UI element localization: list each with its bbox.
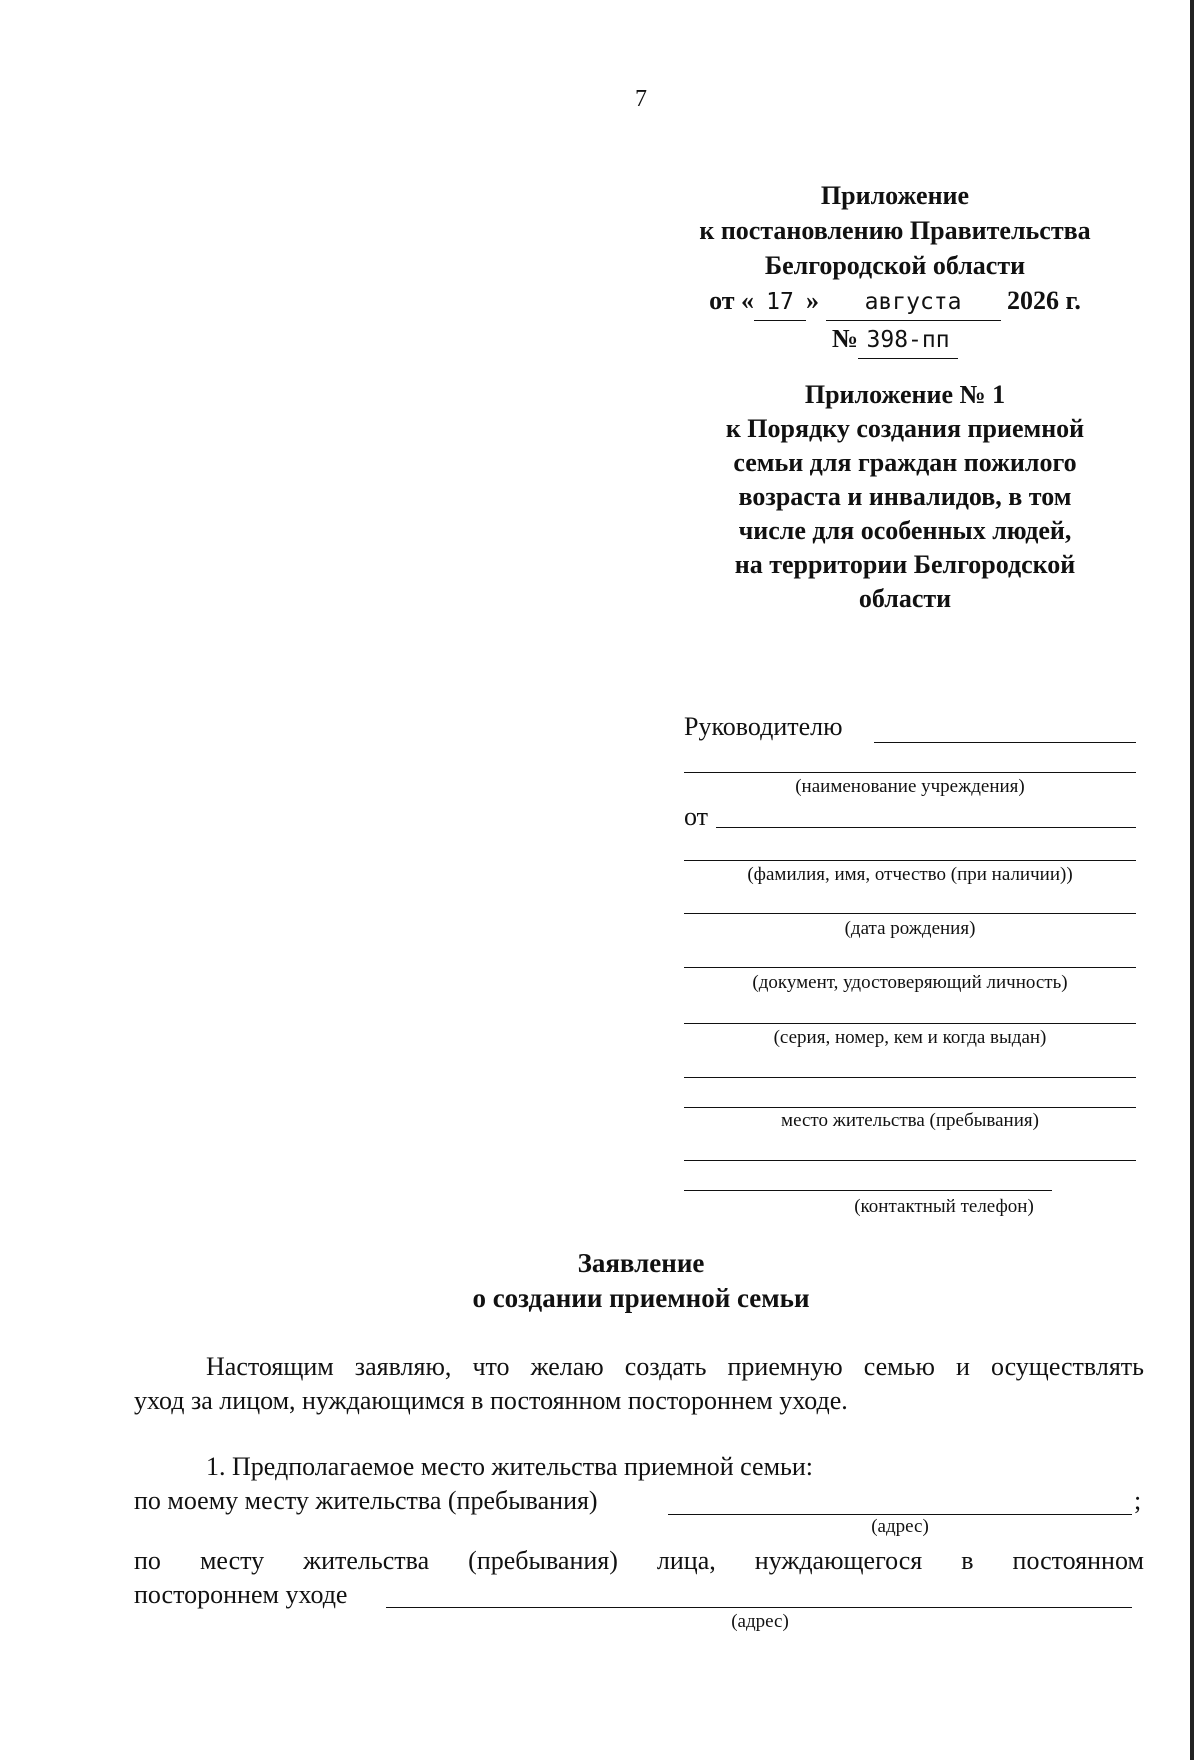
item1-own-label: по моему месту жительства (пребывания)	[134, 1486, 598, 1515]
date-day: 17	[754, 285, 806, 321]
word: постоянном	[1012, 1546, 1144, 1575]
appendix-header-line1: Приложение	[820, 181, 970, 210]
item1-own-end: ;	[1134, 1486, 1142, 1515]
phone-caption: (контактный телефон)	[854, 1196, 1034, 1217]
word: по	[134, 1546, 161, 1575]
word: нуждающегося	[754, 1546, 923, 1575]
statement-title-line1: Заявление	[577, 1248, 705, 1278]
birthdate-line	[684, 913, 1136, 914]
other-address-line	[386, 1607, 1132, 1608]
page-number: 7	[635, 86, 647, 112]
own-address-line	[668, 1514, 1132, 1515]
from-line	[716, 827, 1136, 828]
appendix-one-header	[680, 378, 1130, 616]
item1-other-line1	[134, 1544, 1144, 1578]
own-address-caption: (адрес)	[871, 1516, 929, 1537]
recipient-label: Руководителю	[684, 712, 843, 741]
item1-heading: 1. Предполагаемое место жительства приемной семьи:	[206, 1452, 814, 1481]
statement-title	[0, 1246, 1200, 1316]
statement-intro-line2: уход за лицом, нуждающимся в постоянном постороннем уходе.	[134, 1386, 848, 1415]
date-month: августа	[826, 285, 1001, 321]
fullname-caption: (фамилия, имя, отчество (при наличии))	[747, 864, 1073, 885]
word: (пребывания)	[468, 1546, 618, 1575]
institution-line	[684, 772, 1136, 773]
appendix-one-line: числе для особенных людей,	[738, 516, 1072, 545]
appendix-one-line: области	[858, 584, 952, 613]
phone-line-2	[684, 1190, 1052, 1191]
date-year: 2026 г.	[1007, 286, 1081, 315]
appendix-one-line: на территории Белгородской	[734, 550, 1076, 579]
item1-other-line2-label: постороннем уходе	[134, 1580, 348, 1609]
statement-intro-line1: Настоящим заявляю, что желаю создать приемную семью и осуществлять	[206, 1352, 1144, 1381]
date-mid: »	[806, 286, 820, 315]
appendix-one-line: к Порядку создания приемной	[725, 414, 1085, 443]
word: лица,	[656, 1546, 716, 1575]
institution-caption: (наименование учреждения)	[795, 776, 1025, 797]
birthdate-caption: (дата рождения)	[844, 918, 976, 939]
appendix-header-line2: к постановлению Правительства	[699, 216, 1091, 245]
from-label: от	[684, 802, 709, 831]
residence-caption: место жительства (пребывания)	[781, 1110, 1039, 1131]
id-doc-line	[684, 967, 1136, 968]
phone-line	[684, 1160, 1136, 1161]
number-sign: №	[831, 324, 859, 353]
resolution-date-line	[650, 283, 1140, 321]
id-details-caption: (серия, номер, кем и когда выдан)	[773, 1027, 1047, 1048]
recipient-line	[874, 742, 1136, 743]
appendix-one-title: Приложение № 1	[804, 380, 1006, 409]
appendix-header-line3: Белгородской области	[764, 251, 1026, 280]
word: месту	[199, 1546, 265, 1575]
appendix-header	[650, 178, 1140, 359]
appendix-one-line: семьи для граждан пожилого	[733, 448, 1077, 477]
resolution-number-line	[650, 321, 1140, 359]
word: в	[961, 1546, 974, 1575]
residence-line	[684, 1077, 1136, 1078]
id-details-line	[684, 1023, 1136, 1024]
other-address-caption: (адрес)	[731, 1611, 789, 1632]
page-edge	[1190, 0, 1194, 1760]
resolution-number: 398-пп	[858, 323, 958, 359]
appendix-one-line: возраста и инвалидов, в том	[738, 482, 1072, 511]
residence-line-2	[684, 1107, 1136, 1108]
date-prefix: от «	[709, 286, 755, 315]
statement-title-line2: о создании приемной семьи	[472, 1283, 810, 1313]
word: жительства	[303, 1546, 430, 1575]
id-doc-caption: (документ, удостоверяющий личность)	[752, 972, 1068, 993]
fullname-line	[684, 860, 1136, 861]
